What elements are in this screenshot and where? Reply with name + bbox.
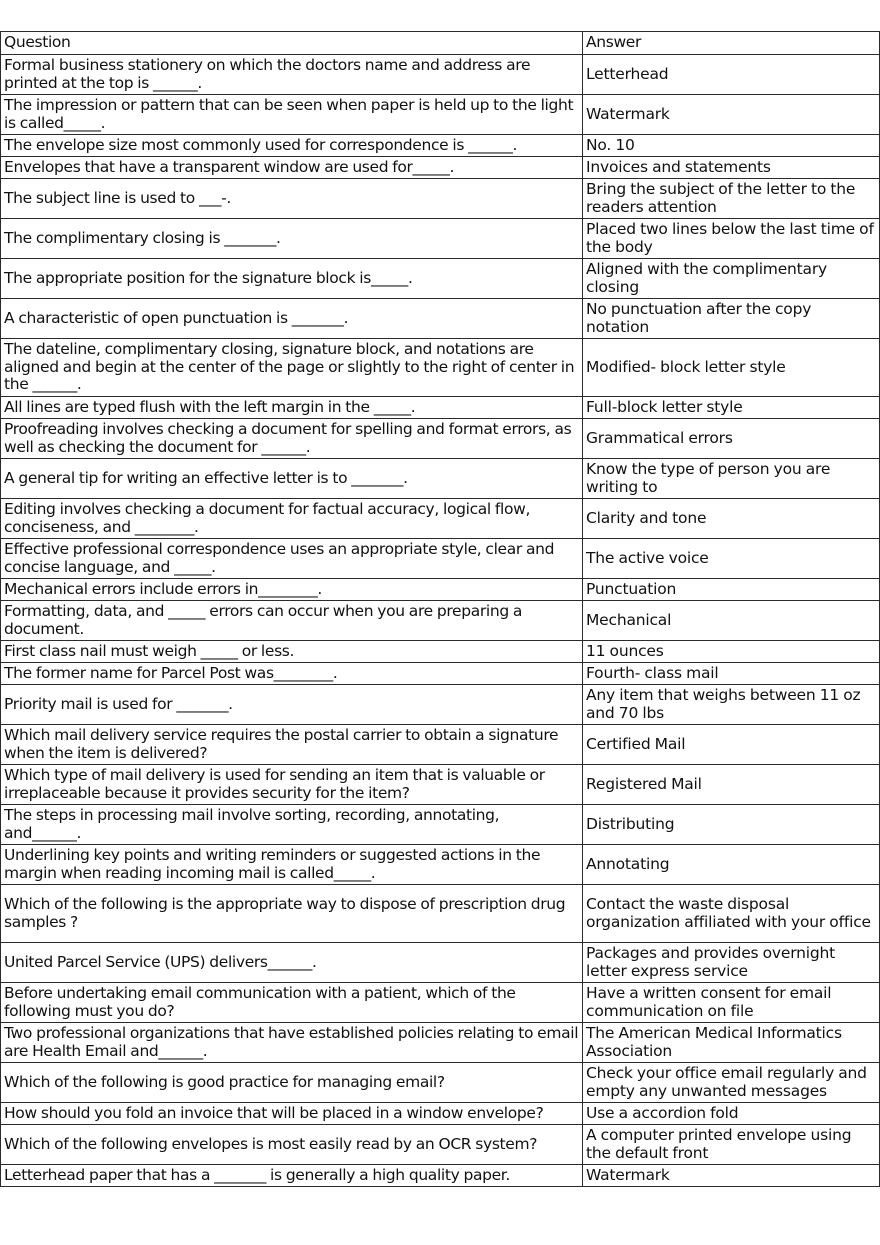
column-header-answer: Answer: [583, 32, 880, 55]
table-row: [1, 725, 880, 765]
answer-cell: Have a written consent for email communication on file: [583, 983, 880, 1023]
answer-cell: No. 10: [583, 135, 880, 157]
question-cell: The envelope size most commonly used for correspondence is ______.: [1, 135, 583, 157]
table-row: [1, 983, 880, 1023]
question-cell: Which of the following is good practice for managing email?: [1, 1063, 583, 1103]
table-row: [1, 601, 880, 641]
question-cell: Which mail delivery service requires the postal carrier to obtain a signature when the item is delivered?: [1, 725, 583, 765]
table-row: [1, 1023, 880, 1063]
question-cell: First class nail must weigh _____ or less.: [1, 641, 583, 663]
answer-cell: Annotating: [583, 845, 880, 885]
answer-cell: The American Medical Informatics Association: [583, 1023, 880, 1063]
question-cell: Before undertaking email communication with a patient, which of the following must you do?: [1, 983, 583, 1023]
answer-cell: Clarity and tone: [583, 499, 880, 539]
question-cell: How should you fold an invoice that will be placed in a window envelope?: [1, 1103, 583, 1125]
answer-cell: Check your office email regularly and empty any unwanted messages: [583, 1063, 880, 1103]
table-body: [1, 55, 880, 1187]
table-header-row: [1, 32, 880, 55]
answer-cell: Watermark: [583, 95, 880, 135]
table-row: [1, 419, 880, 459]
question-cell: Underlining key points and writing reminders or suggested actions in the margin when reading incoming mail is called_____.: [1, 845, 583, 885]
column-header-question: Question: [1, 32, 583, 55]
answer-cell: Certified Mail: [583, 725, 880, 765]
table-row: [1, 259, 880, 299]
table-row: [1, 1103, 880, 1125]
question-cell: Editing involves checking a document for factual accuracy, logical flow, conciseness, and ________.: [1, 499, 583, 539]
question-cell: The former name for Parcel Post was________.: [1, 663, 583, 685]
table-row: [1, 459, 880, 499]
answer-cell: Letterhead: [583, 55, 880, 95]
answer-cell: Placed two lines below the last time of the body: [583, 219, 880, 259]
answer-cell: Any item that weighs between 11 oz and 70 lbs: [583, 685, 880, 725]
question-cell: Formal business stationery on which the doctors name and address are printed at the top is ______.: [1, 55, 583, 95]
table-row: [1, 339, 880, 397]
question-cell: Priority mail is used for _______.: [1, 685, 583, 725]
question-cell: Proofreading involves checking a document for spelling and format errors, as well as checking the document for ______.: [1, 419, 583, 459]
question-cell: The impression or pattern that can be seen when paper is held up to the light is called_____.: [1, 95, 583, 135]
answer-cell: Registered Mail: [583, 765, 880, 805]
table-row: [1, 135, 880, 157]
question-cell: The steps in processing mail involve sorting, recording, annotating, and______.: [1, 805, 583, 845]
answer-cell: Full-block letter style: [583, 397, 880, 419]
question-cell: United Parcel Service (UPS) delivers______.: [1, 943, 583, 983]
table-row: [1, 805, 880, 845]
question-cell: Effective professional correspondence uses an appropriate style, clear and concise language, and _____.: [1, 539, 583, 579]
answer-cell: The active voice: [583, 539, 880, 579]
question-cell: All lines are typed flush with the left margin in the _____.: [1, 397, 583, 419]
answer-cell: Punctuation: [583, 579, 880, 601]
question-cell: Formatting, data, and _____ errors can occur when you are preparing a document.: [1, 601, 583, 641]
answer-cell: Invoices and statements: [583, 157, 880, 179]
table-row: [1, 95, 880, 135]
table-row: [1, 539, 880, 579]
table-row: [1, 1165, 880, 1187]
answer-cell: Distributing: [583, 805, 880, 845]
question-cell: The complimentary closing is _______.: [1, 219, 583, 259]
answer-cell: Watermark: [583, 1165, 880, 1187]
answer-cell: Grammatical errors: [583, 419, 880, 459]
answer-cell: Know the type of person you are writing to: [583, 459, 880, 499]
table-row: [1, 685, 880, 725]
answer-cell: Aligned with the complimentary closing: [583, 259, 880, 299]
question-cell: A characteristic of open punctuation is _______.: [1, 299, 583, 339]
question-answer-table: [0, 31, 880, 1187]
question-cell: The appropriate position for the signature block is_____.: [1, 259, 583, 299]
table-row: [1, 663, 880, 685]
table-row: [1, 845, 880, 885]
question-cell: Which of the following envelopes is most easily read by an OCR system?: [1, 1125, 583, 1165]
table-row: [1, 765, 880, 805]
table-row: [1, 179, 880, 219]
answer-cell: Fourth- class mail: [583, 663, 880, 685]
table-row: [1, 579, 880, 601]
table-row: [1, 55, 880, 95]
table-row: [1, 397, 880, 419]
question-cell: The dateline, complimentary closing, signature block, and notations are aligned and begin at the center of the page or slightly to the right of center in the ______.: [1, 339, 583, 397]
answer-cell: Modified- block letter style: [583, 339, 880, 397]
question-cell: Letterhead paper that has a _______ is generally a high quality paper.: [1, 1165, 583, 1187]
answer-cell: Contact the waste disposal organization affiliated with your office: [583, 885, 880, 943]
table-row: [1, 943, 880, 983]
answer-cell: Mechanical: [583, 601, 880, 641]
table-row: [1, 499, 880, 539]
question-cell: Which of the following is the appropriate way to dispose of prescription drug samples ?: [1, 885, 583, 943]
table-row: [1, 219, 880, 259]
answer-cell: Use a accordion fold: [583, 1103, 880, 1125]
table-row: [1, 1063, 880, 1103]
question-cell: Which type of mail delivery is used for sending an item that is valuable or irreplaceable because it provides security for the item?: [1, 765, 583, 805]
answer-cell: No punctuation after the copy notation: [583, 299, 880, 339]
question-cell: Mechanical errors include errors in________.: [1, 579, 583, 601]
table-row: [1, 157, 880, 179]
question-cell: Envelopes that have a transparent window are used for_____.: [1, 157, 583, 179]
answer-cell: Bring the subject of the letter to the readers attention: [583, 179, 880, 219]
table-row: [1, 299, 880, 339]
table-row: [1, 1125, 880, 1165]
table-row: [1, 641, 880, 663]
table-row: [1, 885, 880, 943]
question-cell: A general tip for writing an effective letter is to _______.: [1, 459, 583, 499]
answer-cell: A computer printed envelope using the default front: [583, 1125, 880, 1165]
answer-cell: 11 ounces: [583, 641, 880, 663]
answer-cell: Packages and provides overnight letter express service: [583, 943, 880, 983]
question-cell: The subject line is used to ___-.: [1, 179, 583, 219]
question-cell: Two professional organizations that have established policies relating to email are Health Email and______.: [1, 1023, 583, 1063]
